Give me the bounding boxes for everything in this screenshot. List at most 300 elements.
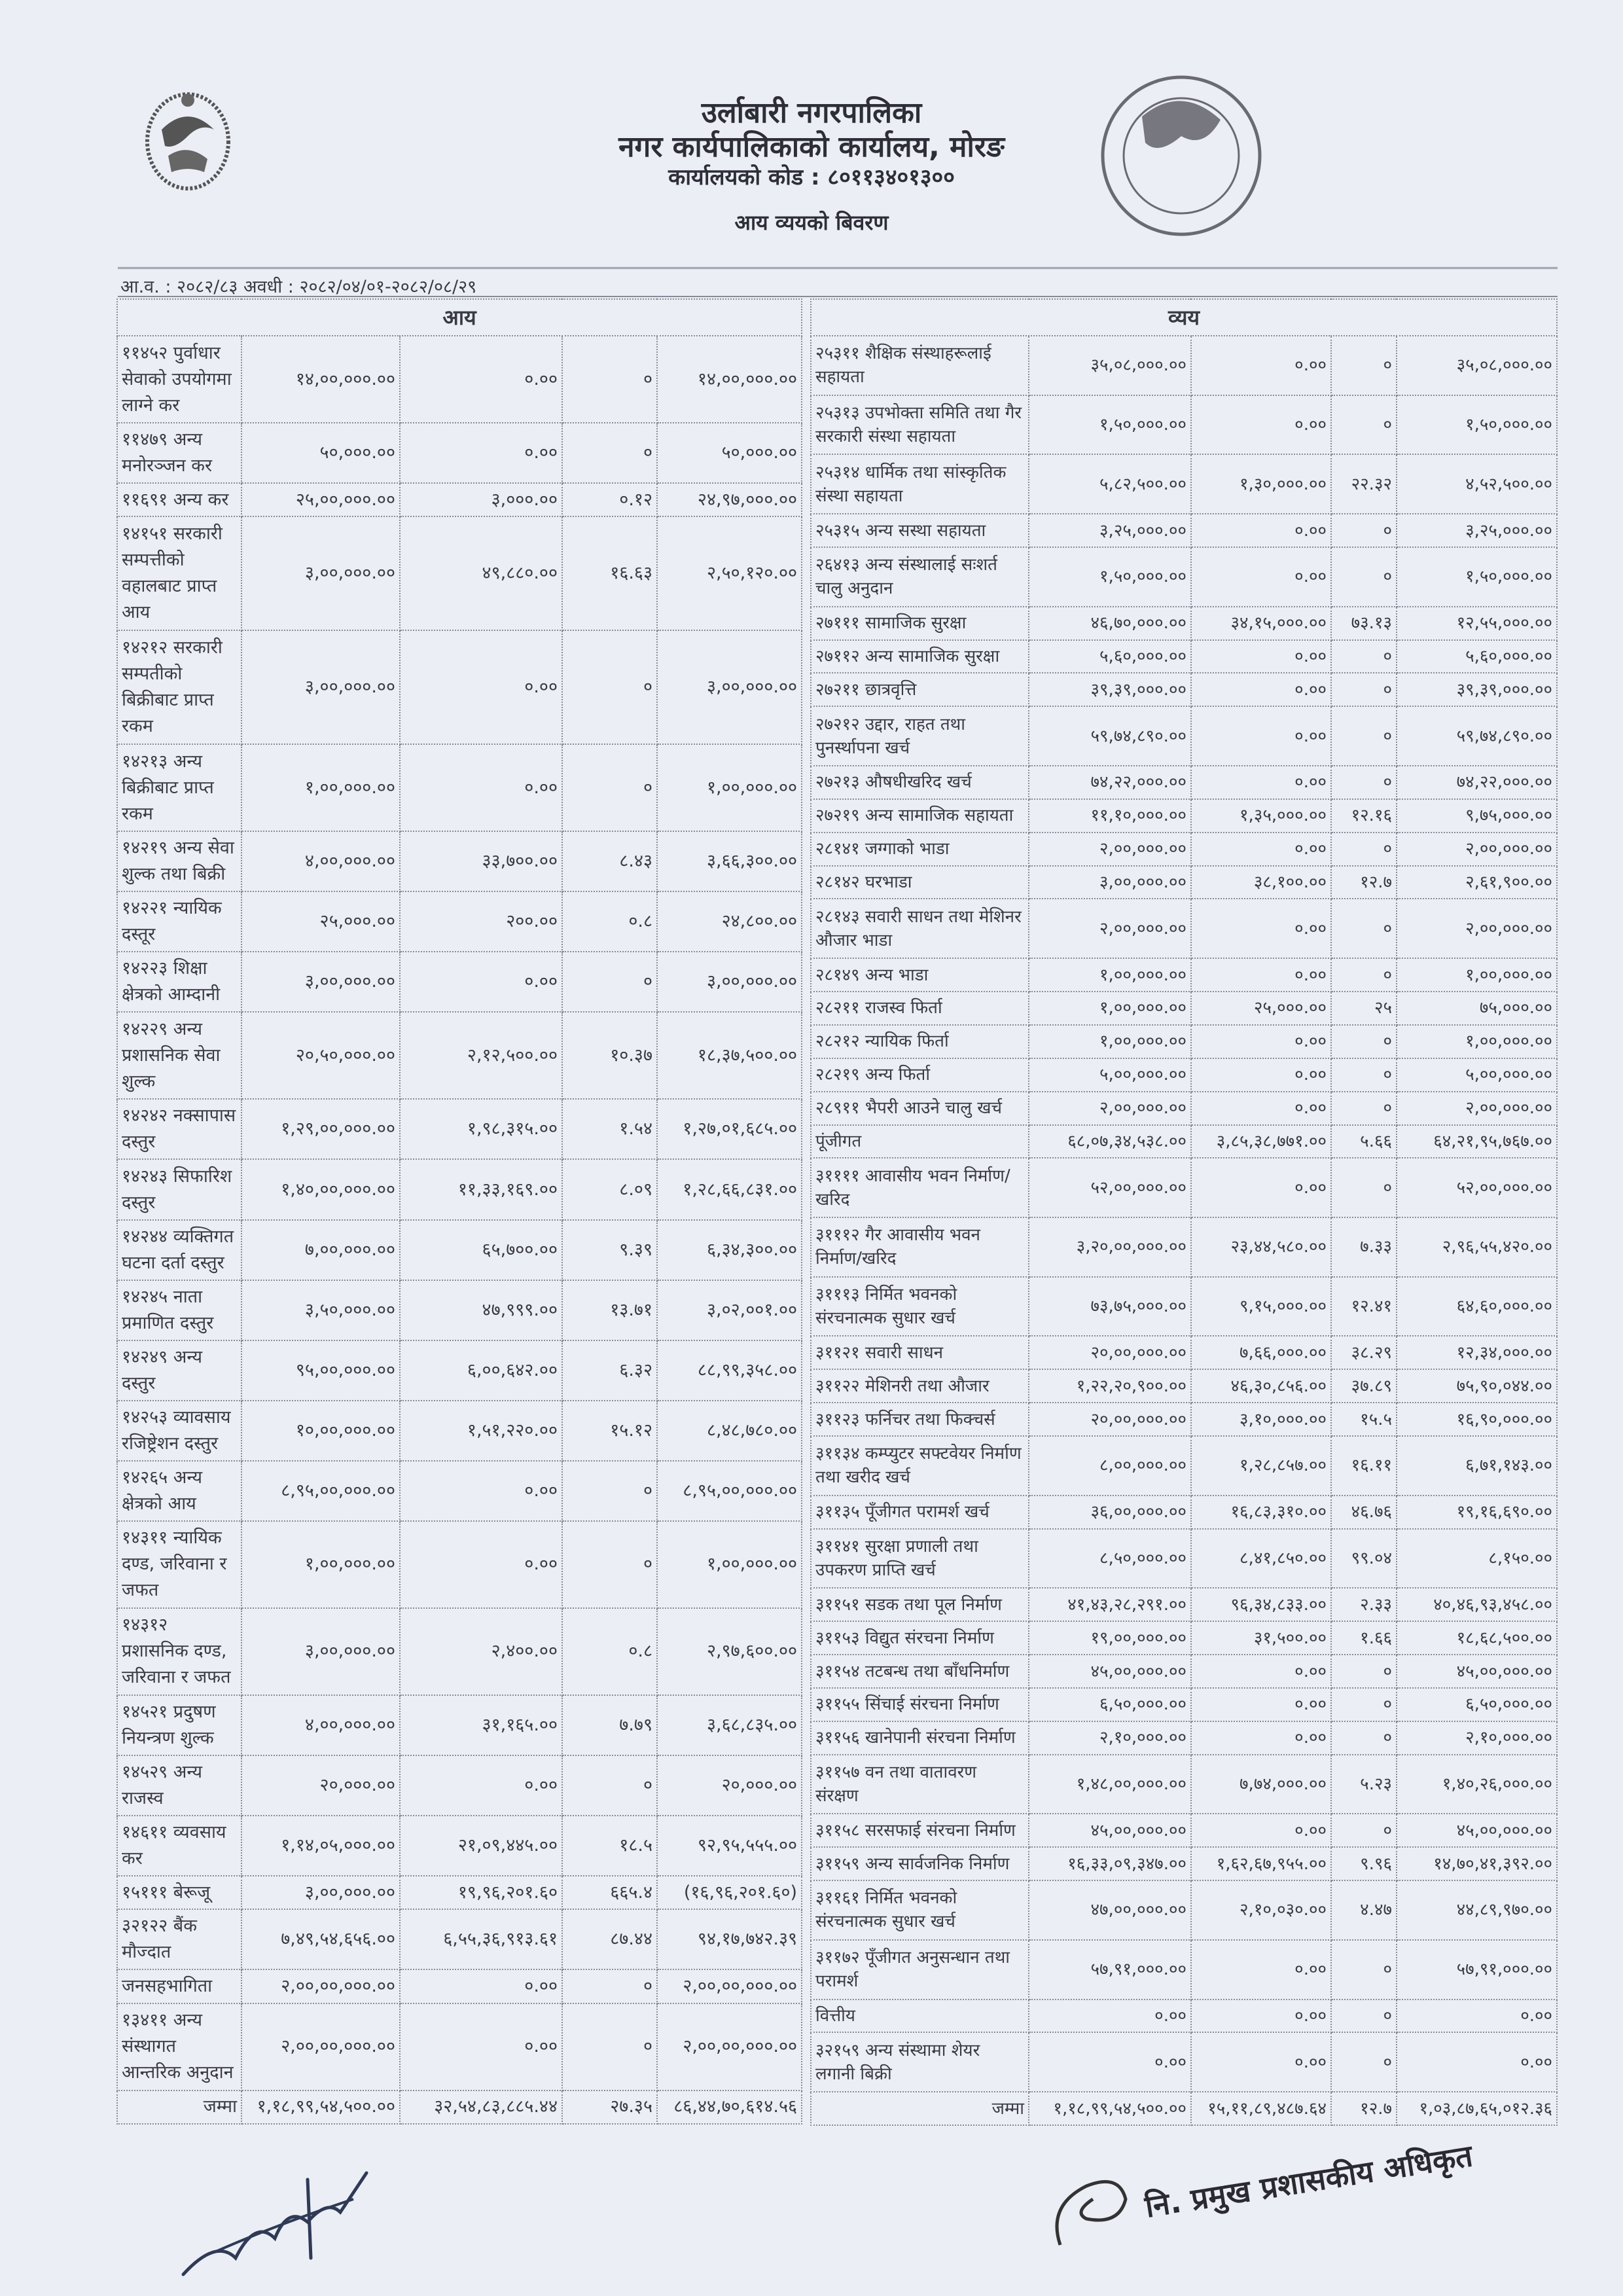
income-heading: आय bbox=[117, 299, 802, 336]
divider bbox=[118, 267, 1558, 272]
expended-amount: २००.०० bbox=[400, 891, 562, 952]
line-item-label: ३११५९ अन्य सार्वजनिक निर्माण bbox=[811, 1847, 1029, 1880]
line-item-label: ३२१२२ बैंक मौज्दात bbox=[117, 1909, 241, 1969]
remaining-amount: ६४,६०,०००.०० bbox=[1397, 1277, 1557, 1336]
percent-value: ० bbox=[1331, 766, 1397, 799]
remaining-amount: १४,००,०००.०० bbox=[657, 336, 802, 423]
line-item-label: १४५२९ अन्य राजस्व bbox=[117, 1755, 241, 1816]
line-item-label: १४५२१ प्रदुषण नियन्त्रण शुल्क bbox=[117, 1695, 241, 1755]
expended-amount: ०.०० bbox=[1191, 2000, 1331, 2033]
remaining-amount: १,५०,०००.०० bbox=[1397, 547, 1557, 607]
budget-amount: २५,०००.०० bbox=[241, 891, 400, 952]
budget-amount: १,१८,९९,५४,५००.०० bbox=[1029, 2092, 1191, 2125]
expended-amount: ४७,९९९.०० bbox=[400, 1280, 562, 1340]
document-title: आय व्ययको बिवरण bbox=[734, 210, 889, 235]
line-item-label: ३११७२ पूँजीगत अनुसन्धान तथा परामर्श bbox=[811, 1940, 1029, 2000]
remaining-amount: १४,७०,४१,३९२.०० bbox=[1397, 1847, 1557, 1880]
remaining-amount: २,००,०००.०० bbox=[1397, 833, 1557, 866]
percent-value: १.५४ bbox=[562, 1099, 657, 1159]
budget-amount: ३,००,०००.०० bbox=[241, 952, 400, 1012]
line-item-label: २५३११ शैक्षिक संस्थाहरूलाई सहायता bbox=[811, 336, 1029, 395]
budget-amount: ४,००,०००.०० bbox=[241, 831, 400, 891]
line-item-label: १४२४२ नक्सापास दस्तुर bbox=[117, 1099, 241, 1159]
total-row bbox=[811, 2092, 1557, 2125]
expended-amount: ०.०० bbox=[1191, 958, 1331, 992]
percent-value: ० bbox=[1331, 1721, 1397, 1755]
budget-amount: १,००,०००.०० bbox=[241, 744, 400, 831]
percent-value: १२.७ bbox=[1331, 866, 1397, 899]
table-row bbox=[117, 831, 802, 891]
remaining-amount: २,००,००,०००.०० bbox=[657, 1969, 802, 2003]
remaining-amount: ३,००,०००.०० bbox=[657, 630, 802, 744]
budget-amount: ८,९५,००,०००.०० bbox=[241, 1461, 400, 1521]
expended-amount: ०.०० bbox=[1191, 1940, 1331, 2000]
percent-value: ९.९६ bbox=[1331, 1847, 1397, 1880]
line-item-label: १४३१२ प्रशासनिक दण्ड, जरिवाना र जफत bbox=[117, 1608, 241, 1695]
remaining-amount: १,००,०००.०० bbox=[1397, 958, 1557, 992]
percent-value: ४.४७ bbox=[1331, 1880, 1397, 1940]
line-item-label: १४२४५ नाता प्रमाणित दस्तुर bbox=[117, 1280, 241, 1340]
line-item-label: ११६९१ अन्य कर bbox=[117, 483, 241, 516]
table-row bbox=[117, 1695, 802, 1755]
budget-amount: ०.०० bbox=[1029, 2032, 1191, 2092]
table-row bbox=[811, 1688, 1557, 1721]
budget-amount: ३५,०८,०००.०० bbox=[1029, 336, 1191, 395]
table-row bbox=[811, 1755, 1557, 1814]
table-row bbox=[811, 1403, 1557, 1436]
budget-amount: ६,५०,०००.०० bbox=[1029, 1688, 1191, 1721]
expended-amount: ०.०० bbox=[1191, 1058, 1331, 1092]
percent-value: १२.७ bbox=[1331, 2092, 1397, 2125]
line-item-label: ३१११२ गैर आवासीय भवन निर्माण/खरिद bbox=[811, 1217, 1029, 1277]
percent-value: ० bbox=[1331, 1058, 1397, 1092]
expended-amount: ०.०० bbox=[400, 2003, 562, 2090]
budget-amount: ५२,००,०००.०० bbox=[1029, 1158, 1191, 1217]
expended-amount: ०.०० bbox=[400, 744, 562, 831]
table-row bbox=[117, 891, 802, 952]
budget-amount: १,४०,००,०००.०० bbox=[241, 1159, 400, 1219]
line-item-label: १४२२९ अन्य प्रशासनिक सेवा शुल्क bbox=[117, 1012, 241, 1099]
table-row bbox=[811, 766, 1557, 799]
percent-value: ६६५.४ bbox=[562, 1876, 657, 1909]
line-item-label: ३११२२ मेशिनरी तथा औजार bbox=[811, 1369, 1029, 1403]
line-item-label: ३११११ आवासीय भवन निर्माण/ खरिद bbox=[811, 1158, 1029, 1217]
table-row bbox=[811, 2000, 1557, 2033]
percent-value: ८.४३ bbox=[562, 831, 657, 891]
percent-value: ०.१२ bbox=[562, 483, 657, 516]
budget-amount: २०,०००.०० bbox=[241, 1755, 400, 1816]
line-item-label: ३११५७ वन तथा वातावरण संरक्षण bbox=[811, 1755, 1029, 1814]
budget-amount: १,५०,०००.०० bbox=[1029, 547, 1191, 607]
expended-amount: २५,०००.०० bbox=[1191, 992, 1331, 1025]
budget-amount: २०,००,०००.०० bbox=[1029, 1403, 1191, 1436]
percent-value: ० bbox=[562, 2003, 657, 2090]
line-item-label: ३११५५ सिंचाई संरचना निर्माण bbox=[811, 1688, 1029, 1721]
remaining-amount: ३,२५,०००.०० bbox=[1397, 514, 1557, 547]
line-item-label: २७२१३ औषधीखरिद खर्च bbox=[811, 766, 1029, 799]
line-item-label: १५१११ बेरूजू bbox=[117, 1876, 241, 1909]
expended-amount: २,१०,०३०.०० bbox=[1191, 1880, 1331, 1940]
line-item-label: वित्तीय bbox=[811, 2000, 1029, 2033]
expended-amount: ४६,३०,८५६.०० bbox=[1191, 1369, 1331, 1403]
expended-amount: १,५१,२२०.०० bbox=[400, 1401, 562, 1461]
line-item-label: १४३११ न्यायिक दण्ड, जरिवाना र जफत bbox=[117, 1521, 241, 1608]
budget-amount: ६८,०७,३४,५३८.०० bbox=[1029, 1125, 1191, 1158]
remaining-amount: २,५०,१२०.०० bbox=[657, 516, 802, 630]
percent-value: ० bbox=[1331, 1655, 1397, 1688]
budget-amount: ८,५०,०००.०० bbox=[1029, 1529, 1191, 1588]
percent-value: २.३३ bbox=[1331, 1588, 1397, 1621]
expended-amount: ११,३३,१६९.०० bbox=[400, 1159, 562, 1219]
table-row bbox=[811, 1025, 1557, 1058]
remaining-amount: ३,६८,८३५.०० bbox=[657, 1695, 802, 1755]
line-item-label: ३११२१ सवारी साधन bbox=[811, 1336, 1029, 1369]
expended-amount: ३२,५४,८३,८८५.४४ bbox=[400, 2090, 562, 2124]
budget-amount: ३,००,०००.०० bbox=[241, 1876, 400, 1909]
percent-value: १५.५ bbox=[1331, 1403, 1397, 1436]
remaining-amount: २,९६,५५,४२०.०० bbox=[1397, 1217, 1557, 1277]
budget-amount: ७४,२२,०००.०० bbox=[1029, 766, 1191, 799]
table-row bbox=[117, 952, 802, 1012]
table-row bbox=[117, 1099, 802, 1159]
line-item-label: ३११५६ खानेपानी संरचना निर्माण bbox=[811, 1721, 1029, 1755]
budget-amount: ३६,००,०००.०० bbox=[1029, 1496, 1191, 1529]
expended-amount: ०.०० bbox=[1191, 1655, 1331, 1688]
budget-amount: ०.०० bbox=[1029, 2000, 1191, 2033]
table-row bbox=[811, 336, 1557, 395]
line-item-label: २५३१३ उपभोक्ता समिति तथा गैर सरकारी संस्था सहायता bbox=[811, 395, 1029, 455]
budget-amount: १,००,०००.०० bbox=[241, 1521, 400, 1608]
remaining-amount: २,१०,०००.०० bbox=[1397, 1721, 1557, 1755]
percent-value: ५.२३ bbox=[1331, 1755, 1397, 1814]
budget-amount: ४१,४३,२८,२९१.०० bbox=[1029, 1588, 1191, 1621]
divider bbox=[118, 296, 1558, 297]
budget-amount: १४,००,०००.०० bbox=[241, 336, 400, 423]
expended-amount: ४९,८८०.०० bbox=[400, 516, 562, 630]
line-item-label: ३११५३ विद्युत संरचना निर्माण bbox=[811, 1621, 1029, 1655]
table-row bbox=[117, 1876, 802, 1909]
remaining-amount: ९४,१७,७४२.३९ bbox=[657, 1909, 802, 1969]
percent-value: ० bbox=[1331, 514, 1397, 547]
remaining-amount: ३,०२,००१.०० bbox=[657, 1280, 802, 1340]
percent-value: ० bbox=[562, 630, 657, 744]
budget-amount: १,००,०००.०० bbox=[1029, 1025, 1191, 1058]
table-row bbox=[117, 1608, 802, 1695]
line-item-label: ३११२३ फर्निचर तथा फिक्चर्स bbox=[811, 1403, 1029, 1436]
budget-amount: १,१८,९९,५४,५००.०० bbox=[241, 2090, 400, 2124]
table-row bbox=[117, 1461, 802, 1521]
line-item-label: ३११५८ सरसफाई संरचना निर्माण bbox=[811, 1814, 1029, 1847]
remaining-amount: ५७,९१,०००.०० bbox=[1397, 1940, 1557, 2000]
budget-amount: २,००,००,०००.०० bbox=[241, 2003, 400, 2090]
table-row bbox=[117, 1755, 802, 1816]
percent-value: ० bbox=[1331, 395, 1397, 455]
income-table bbox=[116, 298, 802, 2125]
table-row bbox=[811, 395, 1557, 455]
percent-value: ३७.८९ bbox=[1331, 1369, 1397, 1403]
line-item-label: २८१४३ सवारी साधन तथा मेशिनर औजार भाडा bbox=[811, 899, 1029, 958]
remaining-amount: ०.०० bbox=[1397, 2032, 1557, 2092]
line-item-label: ३११४१ सुरक्षा प्रणाली तथा उपकरण प्राप्ति खर्च bbox=[811, 1529, 1029, 1588]
office-code: कार्यालयको कोड : ८०११३४०१३०० bbox=[668, 164, 955, 190]
total-label: जम्मा bbox=[811, 2092, 1029, 2125]
line-item-label: ११४७९ अन्य मनोरञ्जन कर bbox=[117, 423, 241, 483]
table-row bbox=[811, 1092, 1557, 1125]
percent-value: २७.३५ bbox=[562, 2090, 657, 2124]
remaining-amount: २,६१,९००.०० bbox=[1397, 866, 1557, 899]
table-row bbox=[117, 630, 802, 744]
office-name: नगर कार्यपालिकाको कार्यालय, मोरङ bbox=[618, 130, 1005, 164]
percent-value: ० bbox=[1331, 1940, 1397, 2000]
expended-amount: ०.०० bbox=[1191, 395, 1331, 455]
remaining-amount: १,००,०००.०० bbox=[1397, 1025, 1557, 1058]
total-row bbox=[117, 2090, 802, 2124]
expended-amount: १,३०,०००.०० bbox=[1191, 454, 1331, 514]
table-row bbox=[811, 1277, 1557, 1336]
table-row bbox=[117, 1012, 802, 1099]
expense-table bbox=[810, 298, 1558, 2126]
line-item-label: ३२१५९ अन्य संस्थामा शेयर लगानी बिक्री bbox=[811, 2032, 1029, 2092]
remaining-amount: ६,५०,०००.०० bbox=[1397, 1688, 1557, 1721]
budget-amount: २,१०,०००.०० bbox=[1029, 1721, 1191, 1755]
percent-value: ० bbox=[562, 1521, 657, 1608]
remaining-amount: १,००,०००.०० bbox=[657, 744, 802, 831]
table-row bbox=[811, 1814, 1557, 1847]
expended-amount: १५,११,८९,४८७.६४ bbox=[1191, 2092, 1331, 2125]
percent-value: १५.१२ bbox=[562, 1401, 657, 1461]
percent-value: ० bbox=[562, 1755, 657, 1816]
remaining-amount: १८,३७,५००.०० bbox=[657, 1012, 802, 1099]
line-item-label: २७१११ सामाजिक सुरक्षा bbox=[811, 607, 1029, 640]
remaining-amount: १९,१६,६९०.०० bbox=[1397, 1496, 1557, 1529]
percent-value: ० bbox=[1331, 1092, 1397, 1125]
budget-amount: १,१४,०५,०००.०० bbox=[241, 1816, 400, 1876]
remaining-amount: (१६,९६,२०१.६०) bbox=[657, 1876, 802, 1909]
expended-amount: ६५,७००.०० bbox=[400, 1220, 562, 1280]
line-item-label: २८२११ राजस्व फिर्ता bbox=[811, 992, 1029, 1025]
percent-value: ०.८ bbox=[562, 1608, 657, 1695]
expense-heading: व्यय bbox=[811, 299, 1557, 336]
remaining-amount: ९,७५,०००.०० bbox=[1397, 799, 1557, 833]
table-row bbox=[811, 1336, 1557, 1369]
line-item-label: १४२४४ व्यक्तिगत घटना दर्ता दस्तुर bbox=[117, 1220, 241, 1280]
table-row bbox=[117, 336, 802, 423]
expended-amount: ०.०० bbox=[1191, 673, 1331, 706]
expended-amount: ७,७४,०००.०० bbox=[1191, 1755, 1331, 1814]
line-item-label: १४२४३ सिफारिश दस्तुर bbox=[117, 1159, 241, 1219]
budget-amount: ४७,००,०००.०० bbox=[1029, 1880, 1191, 1940]
remaining-amount: २,००,००,०००.०० bbox=[657, 2003, 802, 2090]
percent-value: ० bbox=[562, 336, 657, 423]
line-item-label: २८९११ भैपरी आउने चालु खर्च bbox=[811, 1092, 1029, 1125]
budget-amount: ९५,००,०००.०० bbox=[241, 1340, 400, 1401]
percent-value: २२.३२ bbox=[1331, 454, 1397, 514]
remaining-amount: १८,६८,५००.०० bbox=[1397, 1621, 1557, 1655]
table-row bbox=[811, 1621, 1557, 1655]
line-item-label: २५३१४ धार्मिक तथा सांस्कृतिक संस्था सहायता bbox=[811, 454, 1029, 514]
budget-amount: १,२९,००,०००.०० bbox=[241, 1099, 400, 1159]
line-item-label: २७२१२ उद्दार, राहत तथा पुनर्स्थापना खर्च bbox=[811, 706, 1029, 766]
line-item-label: पूंजीगत bbox=[811, 1125, 1029, 1158]
line-item-label: १४२२१ न्यायिक दस्तूर bbox=[117, 891, 241, 952]
expended-amount: ०.०० bbox=[400, 952, 562, 1012]
expended-amount: ०.०० bbox=[1191, 1814, 1331, 1847]
budget-amount: १६,३३,०९,३४७.०० bbox=[1029, 1847, 1191, 1880]
percent-value: ८७.४४ bbox=[562, 1909, 657, 1969]
table-row bbox=[117, 1909, 802, 1969]
expended-amount: ०.०० bbox=[400, 1461, 562, 1521]
table-row bbox=[811, 607, 1557, 640]
percent-value: ० bbox=[1331, 336, 1397, 395]
line-item-label: ३११६१ निर्मित भवनको संरचनात्मक सुधार खर्च bbox=[811, 1880, 1029, 1940]
expended-amount: ०.०० bbox=[1191, 766, 1331, 799]
budget-amount: १,२२,२०,९००.०० bbox=[1029, 1369, 1191, 1403]
percent-value: ८.०९ bbox=[562, 1159, 657, 1219]
remaining-amount: ८६,४४,७०,६१४.५६ bbox=[657, 2090, 802, 2124]
percent-value: ०.८ bbox=[562, 891, 657, 952]
remaining-amount: ८८,९९,३५८.०० bbox=[657, 1340, 802, 1401]
percent-value: ० bbox=[1331, 833, 1397, 866]
expended-amount: ०.०० bbox=[400, 1755, 562, 1816]
percent-value: १०.३७ bbox=[562, 1012, 657, 1099]
expended-amount: ९६,३४,८३३.०० bbox=[1191, 1588, 1331, 1621]
budget-amount: ७३,७५,०००.०० bbox=[1029, 1277, 1191, 1336]
percent-value: ० bbox=[1331, 2032, 1397, 2092]
table-row bbox=[117, 1280, 802, 1340]
expended-amount: ३४,१५,०००.०० bbox=[1191, 607, 1331, 640]
table-row bbox=[811, 1369, 1557, 1403]
remaining-amount: ६४,२१,९५,७६७.०० bbox=[1397, 1125, 1557, 1158]
table-row bbox=[117, 516, 802, 630]
remaining-amount: २,००,०००.०० bbox=[1397, 1092, 1557, 1125]
table-row bbox=[811, 640, 1557, 673]
expended-amount: ०.०० bbox=[1191, 1158, 1331, 1217]
line-item-label: १४२४९ अन्य दस्तुर bbox=[117, 1340, 241, 1401]
expended-amount: ३८,१००.०० bbox=[1191, 866, 1331, 899]
percent-value: १२.४१ bbox=[1331, 1277, 1397, 1336]
table-row bbox=[811, 454, 1557, 514]
percent-value: ४६.७६ bbox=[1331, 1496, 1397, 1529]
expended-amount: ३३,७००.०० bbox=[400, 831, 562, 891]
table-row bbox=[811, 1125, 1557, 1158]
percent-value: १.६६ bbox=[1331, 1621, 1397, 1655]
remaining-amount: ३,००,०००.०० bbox=[657, 952, 802, 1012]
remaining-amount: ८,९५,००,०००.०० bbox=[657, 1461, 802, 1521]
budget-amount: ३,००,०००.०० bbox=[1029, 866, 1191, 899]
expended-amount: ०.०० bbox=[400, 1521, 562, 1608]
budget-amount: १,००,०००.०० bbox=[1029, 992, 1191, 1025]
expended-amount: १९,९६,२०१.६० bbox=[400, 1876, 562, 1909]
percent-value: ० bbox=[1331, 673, 1397, 706]
table-row bbox=[811, 2032, 1557, 2092]
budget-amount: २,००,०००.०० bbox=[1029, 1092, 1191, 1125]
budget-amount: ३,२५,०००.०० bbox=[1029, 514, 1191, 547]
expended-amount: ०.०० bbox=[400, 336, 562, 423]
expended-amount: ८,४१,८५०.०० bbox=[1191, 1529, 1331, 1588]
table-row bbox=[117, 1521, 802, 1608]
budget-amount: १,५०,०००.०० bbox=[1029, 395, 1191, 455]
table-row bbox=[811, 833, 1557, 866]
budget-amount: ३,००,०००.०० bbox=[241, 630, 400, 744]
remaining-amount: १,५०,०००.०० bbox=[1397, 395, 1557, 455]
table-row bbox=[117, 423, 802, 483]
budget-amount: १९,००,०००.०० bbox=[1029, 1621, 1191, 1655]
budget-amount: ४,००,०००.०० bbox=[241, 1695, 400, 1755]
table-row bbox=[811, 1158, 1557, 1217]
line-item-label: ३११३४ कम्प्युटर सफ्टवेयर निर्माण तथा खरीद खर्च bbox=[811, 1436, 1029, 1496]
remaining-amount: ८,१५०.०० bbox=[1397, 1529, 1557, 1588]
percent-value: ० bbox=[1331, 1814, 1397, 1847]
line-item-label: जनसहभागिता bbox=[117, 1969, 241, 2003]
remaining-amount: ३५,०८,०००.०० bbox=[1397, 336, 1557, 395]
signature bbox=[177, 2160, 386, 2284]
table-row bbox=[811, 673, 1557, 706]
remaining-amount: १,२७,०१,६८५.०० bbox=[657, 1099, 802, 1159]
expended-amount: ०.०० bbox=[1191, 899, 1331, 958]
budget-amount: २०,००,०००.०० bbox=[1029, 1336, 1191, 1369]
expended-amount: २३,४४,५८०.०० bbox=[1191, 1217, 1331, 1277]
budget-amount: ५९,७४,८९०.०० bbox=[1029, 706, 1191, 766]
fiscal-period: आ.व. : २०८२/८३ अवधी : २०८२/०४/०१-२०८२/०८/२९ bbox=[120, 277, 477, 297]
officer-stamp bbox=[1047, 2138, 1518, 2265]
line-item-label: ३११५१ सडक तथा पूल निर्माण bbox=[811, 1588, 1029, 1621]
percent-value: ० bbox=[1331, 1158, 1397, 1217]
remaining-amount: ३,६६,३००.०० bbox=[657, 831, 802, 891]
total-label: जम्मा bbox=[117, 2090, 241, 2124]
percent-value: ० bbox=[1331, 640, 1397, 673]
expended-amount: ३,१०,०००.०० bbox=[1191, 1403, 1331, 1436]
table-row bbox=[811, 958, 1557, 992]
line-item-label: २८१४९ अन्य भाडा bbox=[811, 958, 1029, 992]
expended-amount: ०.०० bbox=[1191, 706, 1331, 766]
table-row bbox=[811, 1721, 1557, 1755]
expended-amount: ७,६६,०००.०० bbox=[1191, 1336, 1331, 1369]
table-row bbox=[811, 1496, 1557, 1529]
expended-amount: २,१२,५००.०० bbox=[400, 1012, 562, 1099]
line-item-label: २८१४२ घरभाडा bbox=[811, 866, 1029, 899]
line-item-label: २८२१९ अन्य फिर्ता bbox=[811, 1058, 1029, 1092]
table-row bbox=[117, 1159, 802, 1219]
line-item-label: ३११५४ तटबन्ध तथा बाँधनिर्माण bbox=[811, 1655, 1029, 1688]
percent-value: ० bbox=[1331, 547, 1397, 607]
remaining-amount: ८,४८,७८०.०० bbox=[657, 1401, 802, 1461]
percent-value: ६.३२ bbox=[562, 1340, 657, 1401]
percent-value: १८.५ bbox=[562, 1816, 657, 1876]
table-row bbox=[117, 1220, 802, 1280]
budget-amount: २०,५०,०००.०० bbox=[241, 1012, 400, 1099]
expended-amount: १६,८३,३१०.०० bbox=[1191, 1496, 1331, 1529]
table-row bbox=[117, 1969, 802, 2003]
line-item-label: २८१४१ जग्गाको भाडा bbox=[811, 833, 1029, 866]
remaining-amount: ५९,७४,८९०.०० bbox=[1397, 706, 1557, 766]
percent-value: ७.७९ bbox=[562, 1695, 657, 1755]
table-row bbox=[117, 744, 802, 831]
budget-amount: ४६,७०,०००.०० bbox=[1029, 607, 1191, 640]
expended-amount: ०.०० bbox=[400, 630, 562, 744]
remaining-amount: ५,६०,०००.०० bbox=[1397, 640, 1557, 673]
percent-value: ७.३३ bbox=[1331, 1217, 1397, 1277]
table-row bbox=[811, 799, 1557, 833]
table-row bbox=[117, 1401, 802, 1461]
line-item-label: २८२१२ न्यायिक फिर्ता bbox=[811, 1025, 1029, 1058]
line-item-label: ११४५२ पुर्वाधार सेवाको उपयोगमा लाग्ने कर bbox=[117, 336, 241, 423]
remaining-amount: १,०३,८७,६५,०१२.३६ bbox=[1397, 2092, 1557, 2125]
budget-amount: १,४८,००,०००.०० bbox=[1029, 1755, 1191, 1814]
percent-value: ० bbox=[562, 1461, 657, 1521]
remaining-amount: ४५,००,०००.०० bbox=[1397, 1655, 1557, 1688]
income-rows bbox=[117, 336, 802, 2124]
table-row bbox=[117, 2003, 802, 2090]
